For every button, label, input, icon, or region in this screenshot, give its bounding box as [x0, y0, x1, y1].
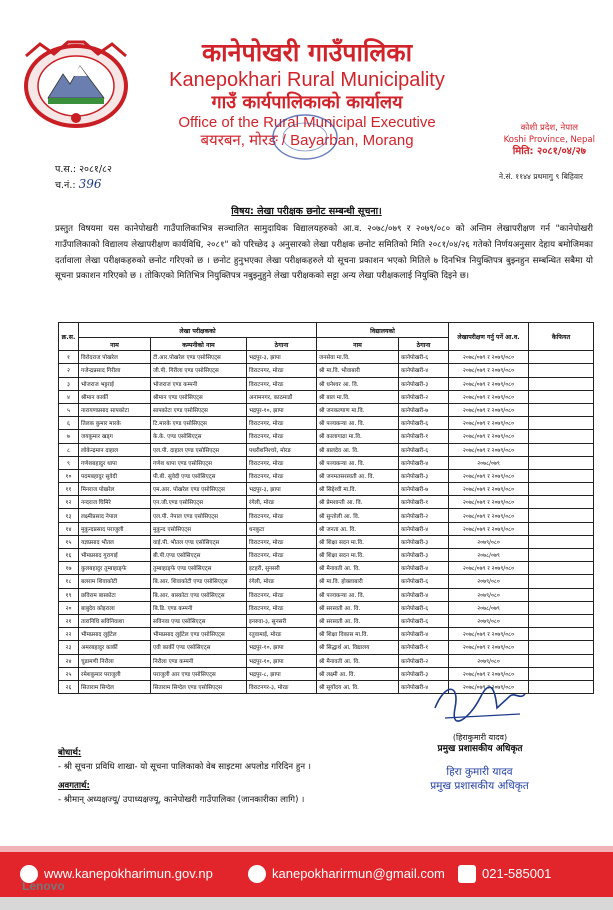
- cell-sn: १४: [59, 522, 79, 535]
- cell-sn: ५: [59, 403, 79, 416]
- table-row: [59, 628, 594, 641]
- cell-school-address: कानेपोखरी-४: [399, 588, 449, 601]
- cell-sn: २१: [59, 614, 79, 627]
- letterhead: [0, 0, 613, 157]
- table-row: [59, 403, 594, 416]
- cell-sn: ३: [59, 377, 79, 390]
- cell-fiscal-year: २०७८/०७९: [449, 601, 529, 614]
- cell-remarks: [529, 641, 594, 654]
- note-label-action: बोधार्थ:: [58, 748, 82, 758]
- cell-school-address: कानेपोखरी-६: [399, 601, 449, 614]
- stamp-name: हिरा कुमारी यादव: [446, 766, 513, 778]
- cell-remarks: [529, 377, 594, 390]
- cell-fiscal-year: २०७८/०७९ र २०७९/०८०: [449, 377, 529, 390]
- cell-auditor-address: विराटनगर, मोरङ: [247, 588, 317, 601]
- cell-auditor-address: विराटनगर, मोरङ: [247, 509, 317, 522]
- cell-firm-name: एल.पी. दाहाल एण्ड एसोसिएट्स: [151, 443, 247, 456]
- cell-fiscal-year: २०७८/०७९ र २०७९/०८०: [449, 430, 529, 443]
- cell-auditor-name: सिताराम सिग्देल: [79, 680, 151, 693]
- cell-firm-name: बि.डि. एण्ड कम्पनी: [151, 601, 247, 614]
- note-text-action: - श्री सूचना प्रविधि शाखा- यो सूचना पालिकाको वेब साइटमा अपलोड गरिदिन हुन ।: [58, 762, 311, 772]
- cell-auditor-address: विराटनगर, मोरङ: [247, 469, 317, 482]
- table-row: [59, 654, 594, 667]
- cell-school-name: श्री सुन्तोली आ. वि.: [317, 509, 399, 522]
- header-firm-name: कम्पनीको नाम: [151, 338, 247, 351]
- cell-firm-name: बि.आर. बास्कोटा एण्ड एसोसिएट्स: [151, 588, 247, 601]
- cell-sn: ८: [59, 443, 79, 456]
- round-stamp-overlay: [270, 112, 340, 162]
- table-row: [59, 364, 594, 377]
- province-block: [504, 122, 595, 158]
- cell-firm-name: सविनवा एण्ड एसोसिएट्स: [151, 614, 247, 627]
- cell-school-name: श्री पञ्चकन्या आ. वि.: [317, 417, 399, 430]
- cell-fiscal-year: २०७९/०८०: [449, 575, 529, 588]
- cell-fiscal-year: २०७८/०७९: [449, 549, 529, 562]
- cell-school-address: कानेपोखरी-२: [399, 654, 449, 667]
- table-row: [59, 456, 594, 469]
- note-for-information: [58, 779, 311, 807]
- cell-fiscal-year: २०७८/०७९ र २०७९/०८०: [449, 351, 529, 364]
- dispatch-number-value: 396: [78, 177, 102, 191]
- cell-sn: १२: [59, 496, 79, 509]
- cell-school-name: श्री धनेश्वर आ. वि.: [317, 377, 399, 390]
- cell-auditor-address: विराटनगर, मोरङ: [247, 364, 317, 377]
- cell-school-name: श्री मा.वि. होक्लाबारी: [317, 575, 399, 588]
- cell-auditor-address: इनरुवा-३, सुनसरी: [247, 614, 317, 627]
- cell-school-address: कानेपोखरी-६: [399, 443, 449, 456]
- cell-auditor-address: भद्रपुर-१०, झापा: [247, 403, 317, 416]
- header-school-address: ठेगाना: [399, 338, 449, 351]
- cell-auditor-name: श्रीमान कार्की: [79, 390, 151, 403]
- cell-auditor-name: लोकेन्द्रमान दाहाल: [79, 443, 151, 456]
- cell-sn: १३: [59, 509, 79, 522]
- cell-remarks: [529, 496, 594, 509]
- cell-auditor-name: पदमबहादुर सुवेदी: [79, 469, 151, 482]
- letter-ps-number: प.स.: २०८१/८२: [55, 164, 112, 175]
- cell-remarks: [529, 628, 594, 641]
- cell-firm-name: पी.बी. सुवेदी एण्ड एसोसिएट्स: [151, 469, 247, 482]
- cell-remarks: [529, 509, 594, 522]
- note-for-action: [58, 746, 311, 774]
- cell-remarks: [529, 535, 594, 548]
- cell-school-name: श्री मैनावती आ. वि.: [317, 654, 399, 667]
- cell-auditor-name: अमरबहादुर कार्की: [79, 641, 151, 654]
- cell-remarks: [529, 483, 594, 496]
- cell-school-name: श्री सूर्योदय आ. वि.: [317, 680, 399, 693]
- letter-date: मिति: २०८१/०४/२७: [512, 146, 586, 157]
- cell-school-name: श्री लक्ष्मी आ. वि.: [317, 667, 399, 680]
- background-strip: [0, 897, 613, 910]
- cell-auditor-name: भीमप्रसाद लुईटेल: [79, 628, 151, 641]
- header-fiscal-year: लेखापरीक्षण गर्नु पर्ने आ.व.: [449, 323, 529, 351]
- cell-sn: ११: [59, 483, 79, 496]
- notice-subject: विषय: लेखा परीक्षक छनोट सम्बन्धी सूचना।: [231, 206, 382, 217]
- cell-school-address: कानेपोखरी-४: [399, 680, 449, 693]
- table-row: [59, 443, 594, 456]
- cell-school-address: कानेपोखरी-२: [399, 509, 449, 522]
- cell-sn: ९: [59, 456, 79, 469]
- cell-sn: ४: [59, 390, 79, 403]
- cell-fiscal-year: २०७८/०७९ र २०७९/०८०: [449, 522, 529, 535]
- handwritten-signature: [425, 678, 535, 728]
- cell-auditor-name: जयकुमार खड्ग: [79, 430, 151, 443]
- cell-firm-name: सिताराम सिग्देल एण्ड एसोसिएट्स: [151, 680, 247, 693]
- cell-school-address: कानेपोखरी-३: [399, 377, 449, 390]
- table-row: [59, 377, 594, 390]
- table-header-row: [59, 323, 594, 338]
- cell-auditor-address: पथरीशनिश्चरे, मोरङ: [247, 443, 317, 456]
- cell-school-address: कानेपोखरी-४: [399, 456, 449, 469]
- cell-school-address: कानेपोखरी-७: [399, 403, 449, 416]
- cell-firm-name: एन.जी.एण्ड एसोसिएट्स: [151, 496, 247, 509]
- municipality-emblem: [18, 36, 134, 132]
- cell-school-address: कानेपोखरी-३: [399, 549, 449, 562]
- cell-school-address: कानेपोखरी-६: [399, 575, 449, 588]
- stamp-post: प्रमुख प्रशासकीय अधिकृत: [430, 780, 529, 792]
- cell-auditor-name: छविराम बास्कोटा: [79, 588, 151, 601]
- cell-fiscal-year: २०७८/०७९ र २०७९/०८०: [449, 364, 529, 377]
- cell-school-address: कानेपोखरी-३: [399, 469, 449, 482]
- cell-school-name: श्री शिक्षा सदन मा.वि.: [317, 549, 399, 562]
- cell-school-address: कानेपोखरी-४: [399, 562, 449, 575]
- cell-sn: १६: [59, 549, 79, 562]
- cell-school-name: श्री जनता आ. वि.: [317, 522, 399, 535]
- cell-school-name: श्री पञ्चकन्या आ. वि.: [317, 588, 399, 601]
- province-nepali: कोशी प्रदेश, नेपाल: [520, 123, 579, 133]
- cell-auditor-name: मुकुन्दप्रसाद पराजुली: [79, 522, 151, 535]
- table-row: [59, 496, 594, 509]
- cell-auditor-name: लक्ष्मीप्रसाद नेपाल: [79, 509, 151, 522]
- cell-school-address: कानेपोखरी-६: [399, 351, 449, 364]
- cell-auditor-address: विराटनगर, मोरङ: [247, 377, 317, 390]
- cell-sn: ७: [59, 430, 79, 443]
- cell-auditor-address: इटहरी, सुनसरी: [247, 562, 317, 575]
- cell-school-name: श्री सिद्देश्वी मा.वि.: [317, 483, 399, 496]
- cell-school-address: कानेपोखरी-४: [399, 364, 449, 377]
- cell-sn: २६: [59, 680, 79, 693]
- cell-auditor-address: भद्रपुर-८, झापा: [247, 667, 317, 680]
- cell-auditor-name: विरोदराज पोखरेल: [79, 351, 151, 364]
- table-row: [59, 535, 594, 548]
- cell-remarks: [529, 403, 594, 416]
- officer-stamp: [412, 765, 547, 793]
- cell-auditor-name: यज्ञप्रसाद भौतल: [79, 535, 151, 548]
- cell-auditor-address: भद्रपुर-१०, झापा: [247, 654, 317, 667]
- cell-auditor-name: नारायणप्रसाद सापकोटा: [79, 403, 151, 416]
- cell-auditor-address: विराटनगर, मोरङ: [247, 430, 317, 443]
- cell-fiscal-year: २०७८/०७९ र २०७९/०८०: [449, 562, 529, 575]
- cell-sn: १८: [59, 575, 79, 588]
- cell-fiscal-year: २०७८/०७९ र २०७९/०८०: [449, 641, 529, 654]
- cell-firm-name: सापकोटा एण्ड एसोसिएट्स: [151, 403, 247, 416]
- table-row: [59, 483, 594, 496]
- dispatch-number-label: च.नं.:: [55, 180, 76, 191]
- website-text: www.kanepokharimun.gov.np: [44, 866, 213, 881]
- cell-fiscal-year: २०७८/०७९ र २०७९/०८०: [449, 667, 529, 680]
- note-text-information: - श्रीमान् अध्यक्षज्यू/ उपाध्यक्षज्यू, कानेपोखरी गाउँपालिका (जानकारीका लागि) ।: [58, 795, 305, 805]
- cell-school-name: श्री शिक्षा विकास मा.वि.: [317, 628, 399, 641]
- cell-auditor-address: विराटनगर-३, मोरङ: [247, 680, 317, 693]
- cell-school-name: श्री कालागाढा मा.वि.: [317, 430, 399, 443]
- cell-auditor-name: गजेन्द्रप्रसाद गिरीला: [79, 364, 151, 377]
- cell-school-address: कानेपोखरी-२: [399, 390, 449, 403]
- header-school: विद्यालयको: [317, 323, 449, 338]
- header-sn: क्र.स.: [59, 323, 79, 351]
- cell-sn: ६: [59, 417, 79, 430]
- header-auditor: लेखा परीक्षकको: [79, 323, 317, 338]
- table-row: [59, 601, 594, 614]
- header-school-name: नाम: [317, 338, 399, 351]
- footer-phone: [458, 864, 551, 884]
- distribution-notes: [58, 746, 311, 812]
- cell-school-address: कानेपोखरी-६: [399, 614, 449, 627]
- cell-school-name: श्री सरस्वती आ. वि.: [317, 614, 399, 627]
- cell-fiscal-year: २०७८/०७९ र २०७९/०८०: [449, 390, 529, 403]
- cell-sn: २: [59, 364, 79, 377]
- cell-fiscal-year: २०७८/०७९ र २०७९/०८०: [449, 403, 529, 416]
- cell-remarks: [529, 549, 594, 562]
- province-english: Koshi Province, Nepal: [503, 135, 595, 145]
- table-row: [59, 614, 594, 627]
- cell-fiscal-year: २०७८/०७९: [449, 456, 529, 469]
- cell-auditor-address: अनामनगर, काठमाडौं: [247, 390, 317, 403]
- cell-firm-name: बि.आर. शिवाकोटी एण्ड एसोसिएट्स: [151, 575, 247, 588]
- cell-fiscal-year: २०७८/०७९ र २०७९/०८०: [449, 680, 529, 693]
- table-row: [59, 641, 594, 654]
- table-row: [59, 522, 594, 535]
- cell-school-name: श्री बाल मा.वि.: [317, 390, 399, 403]
- cell-remarks: [529, 522, 594, 535]
- cell-fiscal-year: २०७९/०८०: [449, 588, 529, 601]
- office-name-english: Office of the Rural Municipal Executive: [178, 114, 436, 131]
- footer-bar: [0, 852, 613, 897]
- cell-auditor-address: विराटनगर, मोरङ: [247, 601, 317, 614]
- cell-auditor-name: तारानिधि सविनिवाशा: [79, 614, 151, 627]
- cell-firm-name: निरौला एण्ड कम्पनी: [151, 654, 247, 667]
- table-row: [59, 351, 594, 364]
- cell-auditor-name: गणेशबहादुर थापा: [79, 456, 151, 469]
- cell-school-address: कानेपोखरी-४: [399, 522, 449, 535]
- office-name-nepali: गाउँ कार्यपालिकाको कार्यालय: [211, 92, 403, 113]
- cell-fiscal-year: २०७८/०७९ र २०७९/०८०: [449, 443, 529, 456]
- table-row: [59, 509, 594, 522]
- cell-auditor-address: विराटनगर, मोरङ: [247, 417, 317, 430]
- cell-school-name: श्री शिक्षा सदन मा.वि.: [317, 535, 399, 548]
- cell-auditor-address: विराटनगर, मोरङ: [247, 456, 317, 469]
- cell-remarks: [529, 562, 594, 575]
- table-row: [59, 417, 594, 430]
- cell-auditor-address: धनकुटा: [247, 522, 317, 535]
- table-body: [59, 351, 594, 694]
- cell-auditor-name: तिलक कुमार मारके: [79, 417, 151, 430]
- cell-auditor-address: रंगेली, मोरङ: [247, 496, 317, 509]
- table-row: [59, 588, 594, 601]
- municipality-name-nepali: कानेपोखरी गाउँपालिका: [201, 38, 413, 67]
- cell-firm-name: गणेश थापा एण्ड एसोसिएट्स: [151, 456, 247, 469]
- reference-numbers: [55, 163, 112, 193]
- cell-auditor-name: मिनराज पोखरेल: [79, 483, 151, 496]
- cell-remarks: [529, 469, 594, 482]
- note-label-information: अवगतार्थ:: [58, 781, 90, 791]
- cell-firm-name: के.के. एण्ड एसोसिएट्स: [151, 430, 247, 443]
- cell-sn: १७: [59, 562, 79, 575]
- cell-firm-name: जी.पी. गिरीला एण्ड एसोसिएट्स: [151, 364, 247, 377]
- signature-block: [410, 678, 550, 756]
- cell-auditor-name: कुलबहादुर तुम्बाहाङ्फे: [79, 562, 151, 575]
- cell-firm-name: भोजराज एण्ड कम्पनी: [151, 377, 247, 390]
- cell-firm-name: पराजुली आर एण्ड एसोसिएट्स: [151, 667, 247, 680]
- cell-school-address: कानेपोखरी-१: [399, 496, 449, 509]
- dispatch-number: [55, 177, 112, 193]
- signatory-name: (हिराकुमारी यादव): [452, 733, 508, 742]
- cell-auditor-address: भद्रपुर-१०, झापा: [247, 641, 317, 654]
- cell-remarks: [529, 390, 594, 403]
- auditor-table: [58, 322, 594, 694]
- cell-sn: २४: [59, 654, 79, 667]
- cell-firm-name: एम.आर. पोखरेल एण्ड एसोसिएट्स: [151, 483, 247, 496]
- cell-fiscal-year: २०७९/०८०: [449, 535, 529, 548]
- cell-fiscal-year: २०७८/०७९ र २०७९/०८०: [449, 628, 529, 641]
- table-row: [59, 549, 594, 562]
- cell-school-name: श्री मा.वि. भौवाबारी: [317, 364, 399, 377]
- cell-school-address: कानेपोखरी-४: [399, 628, 449, 641]
- cell-firm-name: वाई.पी. भौतल एण्ड एसोसिएट्स: [151, 535, 247, 548]
- office-address: बयरबन, मोरङ / Bayarban, Morang: [200, 132, 414, 149]
- cell-remarks: [529, 430, 594, 443]
- cell-fiscal-year: २०७८/०७९ र २०७९/०८०: [449, 469, 529, 482]
- cell-auditor-address: भद्रपुर-३, झापा: [247, 351, 317, 364]
- cell-auditor-name: नन्दराज घिमिरे: [79, 496, 151, 509]
- cell-remarks: [529, 601, 594, 614]
- cell-fiscal-year: २०७९/०८०: [449, 654, 529, 667]
- cell-auditor-address: विराटनगर, मोरङ: [247, 535, 317, 548]
- municipality-name-english: Kanepokhari Rural Municipality: [169, 69, 445, 91]
- cell-school-address: कानेपोखरी-७: [399, 483, 449, 496]
- footer-email: [248, 864, 445, 884]
- cell-firm-name: एवी कार्की एण्ड एसोसिएट्स: [151, 641, 247, 654]
- cell-sn: १५: [59, 535, 79, 548]
- cell-auditor-name: भीमप्रसाद गुरागाई: [79, 549, 151, 562]
- table-row: [59, 562, 594, 575]
- cell-auditor-address: रतुवामाई, मोरङ: [247, 628, 317, 641]
- signatory-post: प्रमुख प्रशासकीय अधिकृत: [437, 744, 523, 754]
- phone-icon: [458, 865, 476, 883]
- cell-remarks: [529, 456, 594, 469]
- cell-school-address: कानेपोखरी-३: [399, 667, 449, 680]
- table-row: [59, 390, 594, 403]
- cell-sn: २२: [59, 628, 79, 641]
- cell-remarks: [529, 364, 594, 377]
- cell-school-name: श्री जनकल्याण मा.वि.: [317, 403, 399, 416]
- cell-auditor-name: चुडामणी निरौला: [79, 654, 151, 667]
- cell-firm-name: एल.पी. नेपाल एण्ड एसोसिएट्स: [151, 509, 247, 522]
- cell-auditor-name: भोजराज भट्टराई: [79, 377, 151, 390]
- cell-school-name: श्री मैनावती आ. वि.: [317, 562, 399, 575]
- cell-school-name: श्री प्रेमशान्ती आ. वि.: [317, 496, 399, 509]
- cell-fiscal-year: २०७८/०७९ र २०७९/०८०: [449, 496, 529, 509]
- header-auditor-address: ठेगाना: [247, 338, 317, 351]
- cell-firm-name: श्रीमान एण्ड एसोसिएट्स: [151, 390, 247, 403]
- cell-sn: १०: [59, 469, 79, 482]
- nepal-sambat-date: ने.सं. ११४४ प्रथमागु ९ बिहिवार: [498, 172, 583, 181]
- cell-school-address: कानेपोखरी-१: [399, 430, 449, 443]
- cell-remarks: [529, 614, 594, 627]
- phone-text: 021-585001: [482, 866, 552, 881]
- header-auditor-name: नाम: [79, 338, 151, 351]
- table-row: [59, 575, 594, 588]
- cell-school-name: श्री सिद्धार्थ आ. विद्यालय: [317, 641, 399, 654]
- cell-remarks: [529, 575, 594, 588]
- cell-remarks: [529, 417, 594, 430]
- cell-auditor-address: रंगेली, मोरङ: [247, 575, 317, 588]
- email-text: kanepokharirmun@gmail.com: [272, 866, 445, 881]
- cell-auditor-name: बाबुदेव कोइराला: [79, 601, 151, 614]
- cell-firm-name: बी.पी.एण्ड एसोसिएट्स: [151, 549, 247, 562]
- header-remarks: कैफियत: [529, 323, 594, 351]
- cell-sn: २५: [59, 667, 79, 680]
- cell-school-name: श्री बालदेव आ. वि.: [317, 443, 399, 456]
- cell-school-address: कानेपोखरी-६: [399, 417, 449, 430]
- background-brand-text: Lenovo: [22, 879, 65, 893]
- cell-school-name: जनसेवा मा.वि.: [317, 351, 399, 364]
- cell-firm-name: टि.मारके एण्ड एसोसिएट्स: [151, 417, 247, 430]
- table-row: [59, 469, 594, 482]
- cell-firm-name: मुकुन्द एसोसिएट्स: [151, 522, 247, 535]
- cell-remarks: [529, 588, 594, 601]
- cell-sn: २३: [59, 641, 79, 654]
- table-row: [59, 430, 594, 443]
- cell-auditor-name: रमेशकुमार पराजुली: [79, 667, 151, 680]
- cell-remarks: [529, 654, 594, 667]
- cell-firm-name: टी.आर.पोखरेल एण्ड एसोसिएट्स: [151, 351, 247, 364]
- cell-fiscal-year: २०७८/०७९ र २०७९/०८०: [449, 417, 529, 430]
- cell-firm-name: तुम्बाहाङ्फे एण्ड एसोसिएट्स: [151, 562, 247, 575]
- cell-school-name: श्री सरस्वती आ. वि.: [317, 601, 399, 614]
- cell-school-name: श्री जनमतसरस्वती आ. वि.: [317, 469, 399, 482]
- cell-auditor-address: भद्रपुर-३, झापा: [247, 483, 317, 496]
- notice-body: प्रस्तुत विषयमा यस कानेपोखरी गाउँपालिकाभित्र सञ्चालित सामुदायिक विद्यालयहरुको आ.व. २०७८/०७९ र २०७९/०८० को अन्तिम लेखापरीक्षण गर्न "कानेपोखरी गाउँपालिकाको विद्यालय लेखापरीक्षण कार्यविधि, २०८१" को परिच्छेद ३ अनुसारको लेखा परीक्षक छनोट समितिको मिति २०८१/०४/२६ गतेको निर्णयअनुसार देहाय बमोजिमका दर्तावाला लेखा परीक्षकहरुको छनोट गरिएको छ । छनोट हुनुभएका लेखा परीक्षकहरुले यो सूचना प्रकाशन भएको मितिले ७ दिनभित्र नियुक्तिपत्र बुझ्नहुन सम्बन्धित सबैमा यो सूचना प्रकाशन गरिएको छ । तोकिएको मितिभित्र नियुक्तिपत्र नबुझ्नुहुने लेखा परीक्षकको सट्टा अन्य लेखा परीक्षकलाई नियुक्ति दिइने छ।: [55, 224, 593, 282]
- cell-firm-name: भीमप्रसाद लुईटेल एण्ड एसोसिएट्स: [151, 628, 247, 641]
- cell-sn: १: [59, 351, 79, 364]
- cell-remarks: [529, 351, 594, 364]
- cell-remarks: [529, 443, 594, 456]
- cell-school-address: कानेपोखरी-१: [399, 641, 449, 654]
- cell-sn: २०: [59, 601, 79, 614]
- cell-fiscal-year: २०७९/०८०: [449, 614, 529, 627]
- cell-sn: १९: [59, 588, 79, 601]
- cell-school-name: श्री पञ्चकन्या आ. वि.: [317, 456, 399, 469]
- cell-auditor-name: बलराम शिवाकोटी: [79, 575, 151, 588]
- cell-school-address: कानेपोखरी-३: [399, 535, 449, 548]
- cell-fiscal-year: २०७८/०७९ र २०७९/०८०: [449, 483, 529, 496]
- email-icon: [248, 865, 266, 883]
- cell-auditor-address: विराटनगर, मोरङ: [247, 549, 317, 562]
- cell-fiscal-year: २०७८/०७९ र २०७९/०८०: [449, 509, 529, 522]
